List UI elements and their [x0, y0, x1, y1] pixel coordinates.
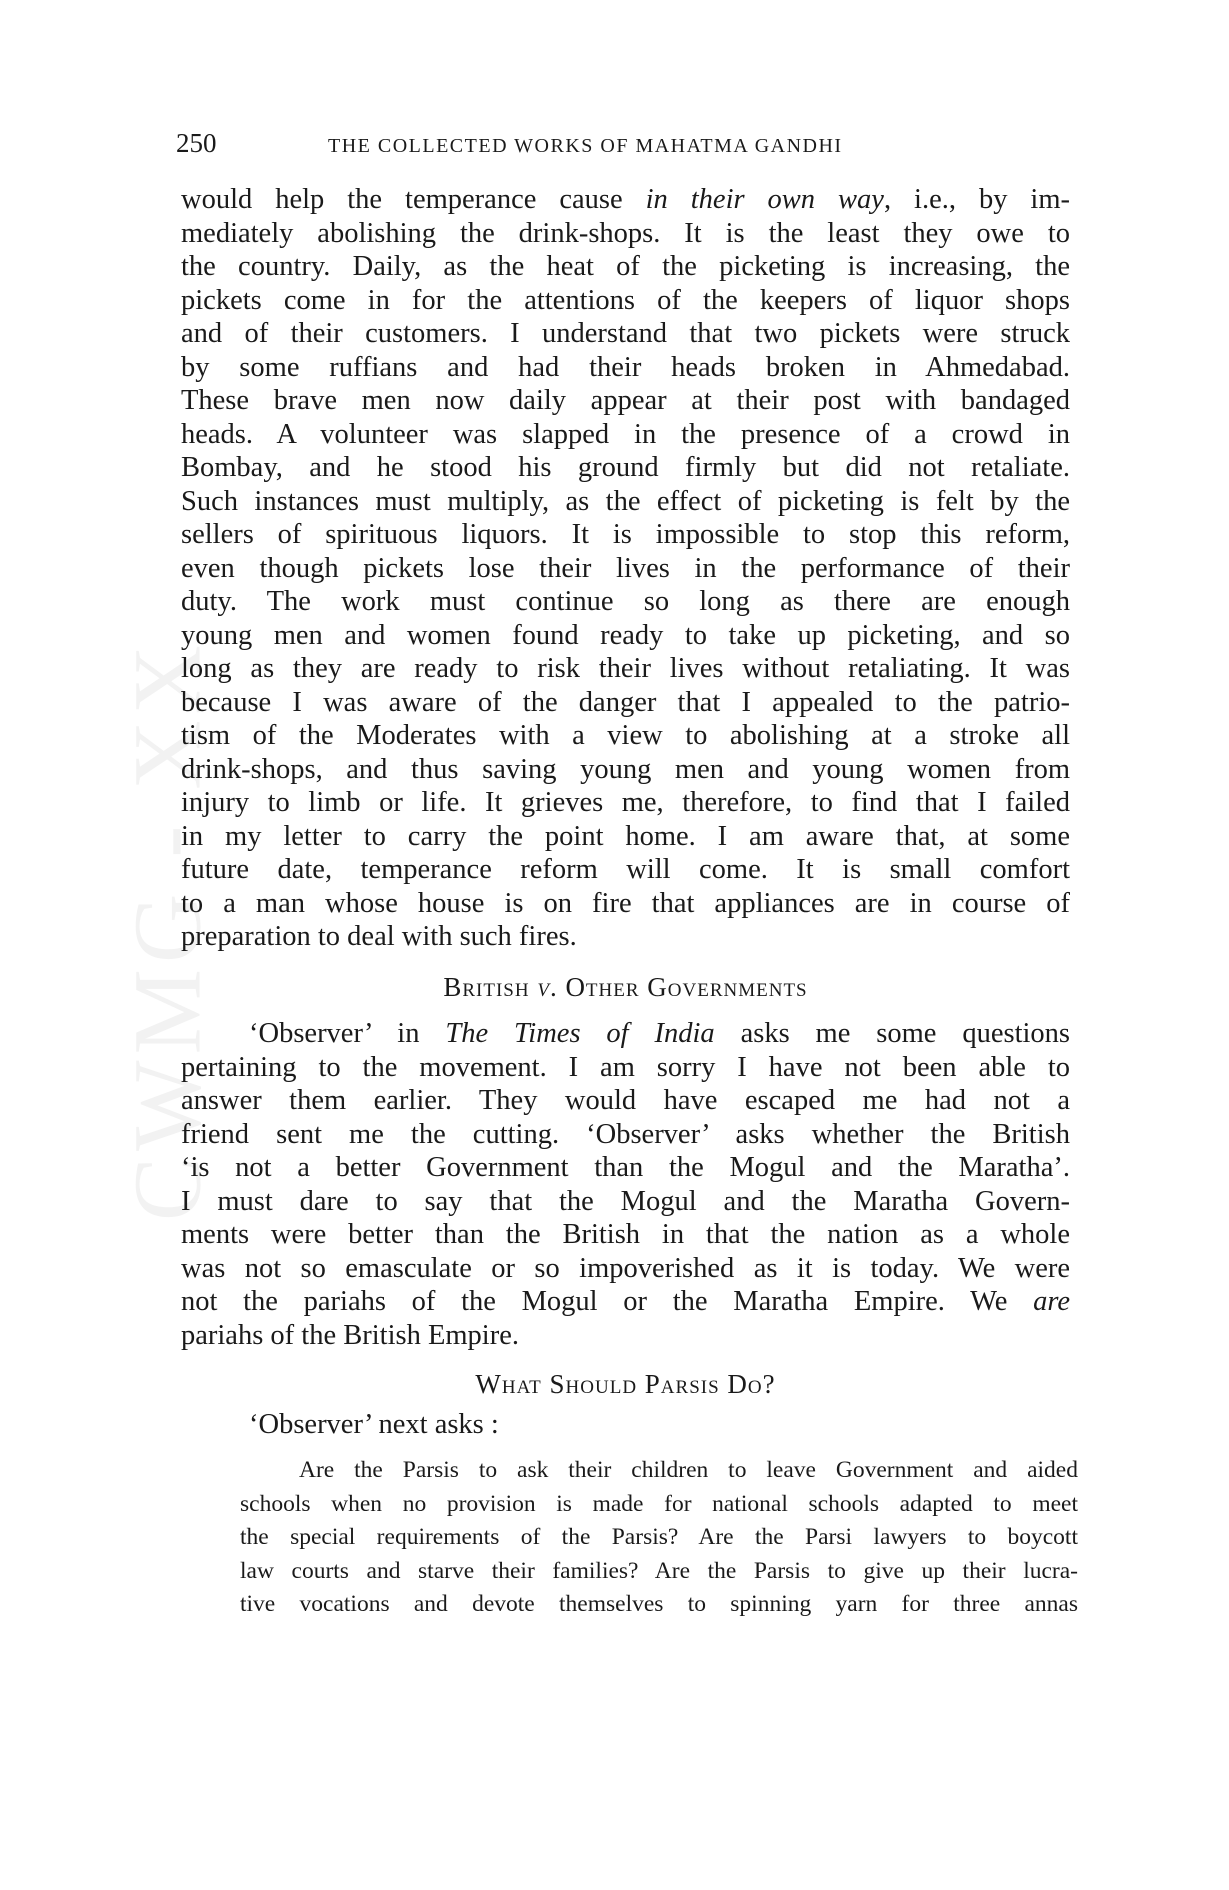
text-segment: heads. A volunteer was slapped in the presence of a crowd in	[181, 418, 1070, 450]
text-segment: ‘Observer’ in	[249, 1018, 446, 1049]
text-line	[181, 786, 1070, 820]
heading-segment: British	[443, 972, 538, 1002]
text-line	[240, 1587, 1078, 1621]
text-line	[181, 485, 1070, 519]
text-segment: the country. Daily, as the heat of the picketing is increasing, the	[181, 251, 1070, 282]
text-line	[181, 317, 1070, 351]
section-heading-british-v-other-governments	[181, 972, 1070, 1003]
text-line	[181, 183, 1070, 217]
text-line	[181, 686, 1070, 720]
text-line	[181, 1051, 1070, 1085]
text-segment: law courts and starve their families? Are the Parsis to give up their lucra-	[240, 1557, 1078, 1584]
text-segment: by some ruffians and had their heads broken in Ahmedabad.	[181, 351, 1070, 383]
text-line	[181, 1151, 1070, 1185]
text-segment: mediately abolishing the drink-shops. It is the least they owe to	[181, 217, 1070, 249]
text-line	[181, 250, 1070, 284]
text-line	[249, 1017, 1070, 1051]
running-title: THE COLLECTED WORKS OF MAHATMA GANDHI	[328, 135, 843, 157]
text-line	[181, 619, 1070, 653]
text-line	[181, 1118, 1070, 1152]
text-line	[181, 552, 1070, 586]
heading-segment: What Should Parsis Do?	[475, 1369, 776, 1399]
text-line	[181, 351, 1070, 385]
text-segment: was not so emasculate or so impoverished as it is today. We were	[181, 1252, 1070, 1284]
heading-segment: v	[537, 972, 550, 1002]
text-line	[181, 853, 1070, 887]
text-segment: pertaining to the movement. I am sorry I have not been able to	[181, 1051, 1070, 1083]
text-segment: schools when no provision is made for national schools adapted to meet	[240, 1490, 1078, 1517]
text-line	[181, 1084, 1070, 1118]
text-line	[181, 1252, 1070, 1286]
text-segment: pickets come in for the attentions of the keepers of liquor shops	[181, 284, 1070, 316]
text-segment: These brave men now daily appear at their post with bandaged	[181, 385, 1070, 416]
text-segment: future date, temperance reform will come. It is small comfort	[181, 854, 1070, 885]
text-line	[181, 217, 1070, 251]
text-segment: drink-shops, and thus saving young men and young women from	[181, 753, 1070, 785]
text-segment: answer them earlier. They would have escaped me had not a	[181, 1085, 1070, 1116]
text-line	[181, 1185, 1070, 1219]
text-segment: to a man whose house is on fire that appliances are in course of	[181, 887, 1070, 919]
text-segment: would help the temperance cause	[181, 184, 646, 215]
text-segment: Bombay, and he stood his ground firmly but did not retaliate.	[181, 452, 1070, 483]
text-line	[181, 820, 1070, 854]
text-segment: injury to limb or life. It grieves me, therefore, to find that I failed	[181, 787, 1070, 818]
text-line	[240, 1554, 1078, 1588]
text-line	[181, 1285, 1070, 1319]
text-segment: Are the Parsis to ask their children to leave Government and aided	[299, 1457, 1078, 1483]
text-line	[240, 1487, 1078, 1521]
text-segment: duty. The work must continue so long as there are enough	[181, 586, 1070, 617]
text-segment: asks me some questions	[714, 1018, 1071, 1049]
text-line	[181, 518, 1070, 552]
text-segment: preparation to deal with such fires.	[181, 921, 577, 952]
text-segment: pariahs of the British Empire.	[181, 1319, 519, 1351]
text-segment: ments were better than the British in that the nation as a whole	[181, 1219, 1070, 1250]
text-segment: friend sent me the cutting. ‘Observer’ asks whether the British	[181, 1118, 1070, 1150]
text-segment: long as they are ready to risk their lives without retaliating. It was	[181, 653, 1070, 684]
italic-text: in their own way	[645, 184, 884, 215]
text-line	[181, 652, 1070, 686]
text-line	[181, 418, 1070, 452]
text-line	[181, 384, 1070, 418]
watermark: CWMG - XX	[113, 639, 221, 1221]
text-segment: and of their customers. I understand that two pickets were struck	[181, 318, 1070, 349]
text-segment: in my letter to carry the point home. I am aware that, at some	[181, 820, 1070, 852]
text-line	[181, 887, 1070, 921]
text-line	[181, 920, 1070, 954]
text-segment: the special requirements of the Parsis? Are the Parsi lawyers to boycott	[240, 1524, 1078, 1550]
text-line	[181, 753, 1070, 787]
text-segment: young men and women found ready to take up picketing, and so	[181, 619, 1070, 651]
text-line	[240, 1520, 1078, 1554]
text-segment: sellers of spirituous liquors. It is impossible to stop this reform,	[181, 519, 1070, 550]
text-line	[181, 284, 1070, 318]
text-line	[181, 1319, 1070, 1353]
text-segment: because I was aware of the danger that I appealed to the patrio-	[181, 686, 1070, 718]
page-number: 250	[176, 128, 217, 158]
text-line	[299, 1453, 1078, 1487]
text-segment: I must dare to say that the Mogul and the Maratha Govern-	[181, 1185, 1070, 1217]
text-segment: not the pariahs of the Mogul or the Maratha Empire. We	[181, 1286, 1034, 1317]
text-segment: ‘is not a better Government than the Mogul and the Maratha’.	[181, 1152, 1070, 1183]
italic-text: The Times of India	[445, 1018, 715, 1049]
text-segment: Such instances must multiply, as the effect of picketing is felt by the	[181, 485, 1070, 517]
section-heading-what-should-parsis-do	[181, 1369, 1070, 1400]
text-segment: even though pickets lose their lives in the performance of their	[181, 552, 1070, 584]
text-line	[181, 1218, 1070, 1252]
text-segment: tism of the Moderates with a view to abolishing at a stroke all	[181, 720, 1070, 751]
text-line	[181, 719, 1070, 753]
heading-segment: . Other Governments	[549, 972, 808, 1002]
text-line	[181, 585, 1070, 619]
italic-text: are	[1033, 1286, 1070, 1317]
text-segment: , i.e., by im-	[883, 184, 1070, 215]
text-segment: tive vocations and devote themselves to spinning yarn for three annas	[240, 1591, 1078, 1617]
text-line	[249, 1408, 1070, 1442]
text-segment: ‘Observer’ next asks :	[249, 1409, 499, 1440]
text-line	[181, 451, 1070, 485]
